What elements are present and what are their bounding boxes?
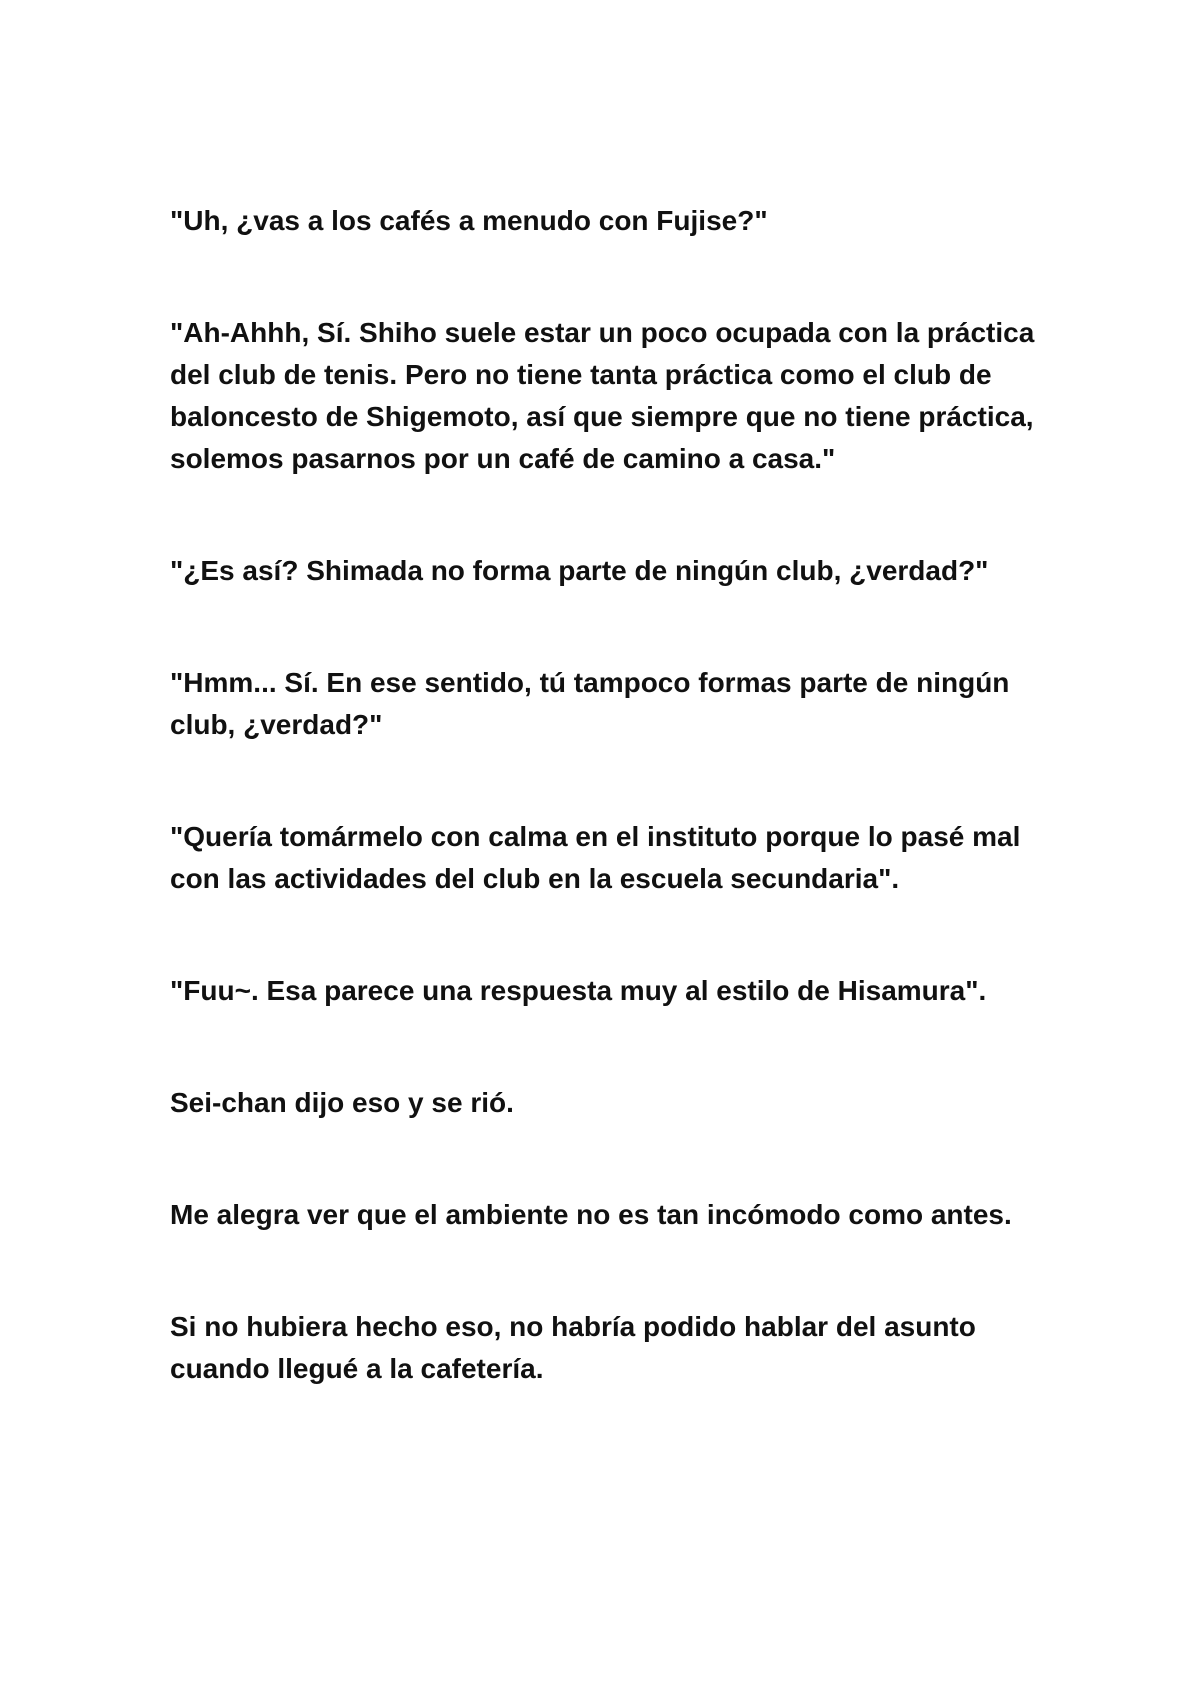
paragraph: Si no hubiera hecho eso, no habría podido hablar del asunto cuando llegué a la cafetería. xyxy=(170,1311,976,1384)
paragraph: Me alegra ver que el ambiente no es tan incómodo como antes. xyxy=(170,1199,1012,1230)
paragraph: "Uh, ¿vas a los cafés a menudo con Fujise?" xyxy=(170,205,768,236)
text-body xyxy=(170,200,1050,1460)
paragraph: Sei-chan dijo eso y se rió. xyxy=(170,1087,514,1118)
paragraph: "Ah-Ahhh, Sí. Shiho suele estar un poco ocupada con la práctica del club de tenis. Pero no tiene tanta práctica como el club de baloncesto de Shigemoto, así que siempre que no tiene práctica, solemos pasarnos por un café de camino a casa." xyxy=(170,317,1035,474)
paragraph: "Quería tomármelo con calma en el instituto porque lo pasé mal con las actividades del club en la escuela secundaria". xyxy=(170,821,1021,894)
paragraph: "¿Es así? Shimada no forma parte de ningún club, ¿verdad?" xyxy=(170,555,989,586)
paragraph: "Hmm... Sí. En ese sentido, tú tampoco formas parte de ningún club, ¿verdad?" xyxy=(170,667,1010,740)
paragraph: "Fuu~. Esa parece una respuesta muy al estilo de Hisamura". xyxy=(170,975,987,1006)
